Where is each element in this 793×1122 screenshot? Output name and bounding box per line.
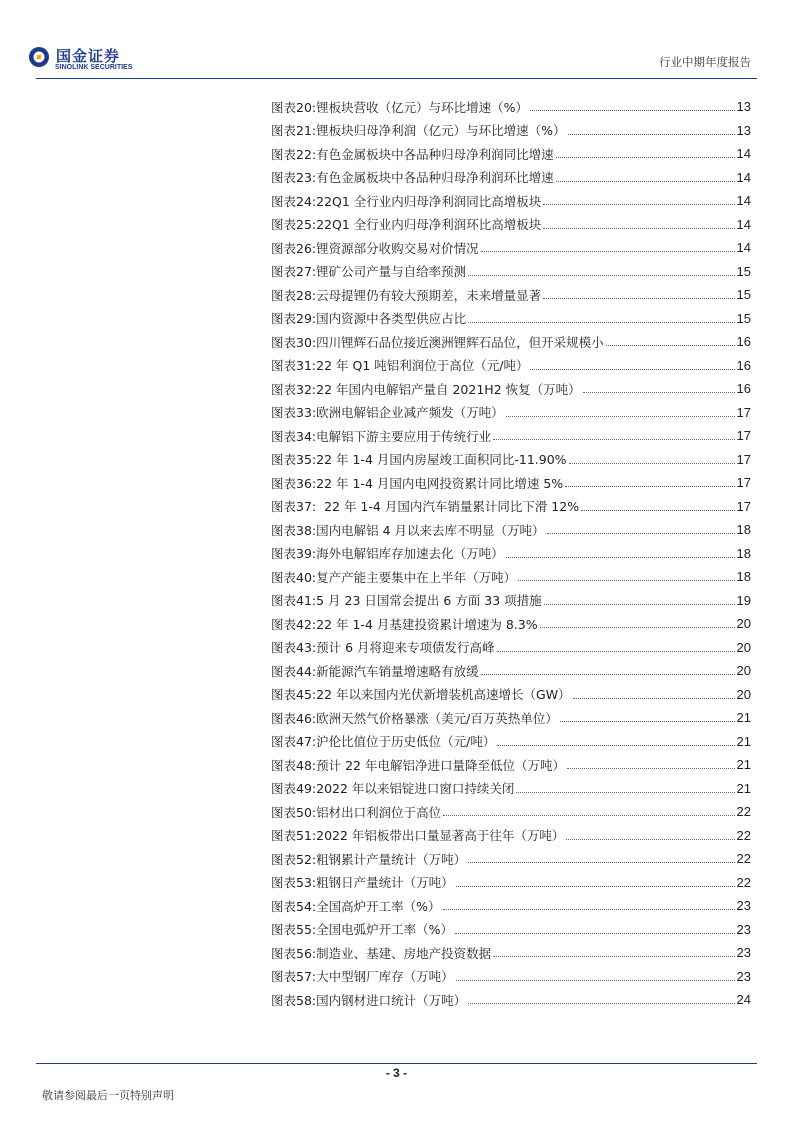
toc-entry-label: 图表50: bbox=[271, 804, 317, 820]
toc-entry[interactable] bbox=[271, 260, 751, 284]
toc-entry-leader bbox=[544, 604, 735, 605]
footer-divider bbox=[36, 1063, 757, 1064]
toc-entry-label: 图表33: bbox=[271, 405, 317, 421]
toc-entry-label: 图表36: bbox=[271, 475, 317, 491]
toc-entry[interactable] bbox=[271, 847, 751, 871]
toc-entry-title: 22Q1 全行业内归母净利润环比高增板块 bbox=[316, 217, 542, 233]
brand-mark-icon bbox=[28, 46, 50, 68]
toc-entry-page: 21 bbox=[736, 780, 751, 796]
toc-entry-title: 国内电解铝 4 月以来去库不明显（万吨） bbox=[316, 522, 545, 538]
toc-entry-label: 图表28: bbox=[271, 287, 317, 303]
toc-entry-leader bbox=[468, 275, 734, 276]
toc-entry-label: 图表49: bbox=[271, 781, 317, 797]
toc-entry-leader bbox=[547, 533, 735, 534]
toc-entry-title: 大中型钢厂库存（万吨） bbox=[316, 969, 454, 985]
toc-entry-title: 四川锂辉石品位接近澳洲锂辉石品位，但开采规模小 bbox=[316, 334, 604, 350]
page-header bbox=[0, 0, 793, 82]
toc-entry-page: 20 bbox=[736, 663, 751, 679]
toc-entry-title: 22Q1 全行业内归母净利润同比高增板块 bbox=[316, 193, 542, 209]
toc-entry-leader bbox=[497, 745, 734, 746]
toc-entry-title: 制造业、基建、房地产投资数据 bbox=[316, 945, 492, 961]
toc-entry-leader bbox=[481, 674, 735, 675]
toc-entry-label: 图表37: bbox=[271, 499, 317, 515]
toc-entry[interactable] bbox=[271, 636, 751, 660]
toc-entry-title: 海外电解铝库存加速去化（万吨） bbox=[316, 546, 504, 562]
toc-entry-page: 21 bbox=[736, 757, 751, 773]
toc-entry[interactable] bbox=[271, 683, 751, 707]
toc-entry[interactable] bbox=[271, 119, 751, 143]
toc-entry-title: 沪伦比值位于历史低位（元/吨） bbox=[316, 734, 496, 750]
toc-entry-label: 图表22: bbox=[271, 146, 317, 162]
toc-entry-page: 14 bbox=[736, 193, 751, 209]
toc-entry[interactable] bbox=[271, 988, 751, 1012]
toc-entry-title: 22 年国内电解铝产量自 2021H2 恢复（万吨） bbox=[316, 381, 581, 397]
toc-entry-label: 图表38: bbox=[271, 522, 317, 538]
toc-entry-label: 图表26: bbox=[271, 240, 317, 256]
toc-entry-leader bbox=[560, 721, 735, 722]
toc-entry-label: 图表57: bbox=[271, 969, 317, 985]
toc-entry-page: 17 bbox=[736, 404, 751, 420]
toc-entry-page: 22 bbox=[736, 804, 751, 820]
toc-entry[interactable] bbox=[271, 330, 751, 354]
toc-entry[interactable] bbox=[271, 706, 751, 730]
toc-entry-leader bbox=[518, 580, 734, 581]
toc-entry-page: 23 bbox=[736, 921, 751, 937]
toc-entry-page: 20 bbox=[736, 686, 751, 702]
toc-entry-page: 13 bbox=[736, 122, 751, 138]
toc-entry-label: 图表35: bbox=[271, 452, 317, 468]
toc-entry-leader bbox=[468, 1003, 734, 1004]
toc-entry-label: 图表39: bbox=[271, 546, 317, 562]
toc-entry-leader bbox=[456, 980, 735, 981]
toc-entry-leader bbox=[567, 768, 735, 769]
toc-entry-leader bbox=[556, 181, 735, 182]
toc-entry-label: 图表41: bbox=[271, 593, 317, 609]
toc-entry-title: 有色金属板块中各品种归母净利润环比增速 bbox=[316, 170, 554, 186]
toc-entry-page: 17 bbox=[736, 475, 751, 491]
toc-entry[interactable] bbox=[271, 565, 751, 589]
toc-entry-title: 欧洲电解铝企业减产频发（万吨） bbox=[316, 405, 504, 421]
toc-entry[interactable] bbox=[271, 283, 751, 307]
toc-entry-page: 24 bbox=[736, 992, 751, 1008]
toc-entry-page: 18 bbox=[736, 545, 751, 561]
toc-entry[interactable] bbox=[271, 354, 751, 378]
toc-entry-label: 图表58: bbox=[271, 992, 317, 1008]
toc-entry-leader bbox=[443, 815, 734, 816]
toc-entry-page: 18 bbox=[736, 522, 751, 538]
toc-entry-label: 图表29: bbox=[271, 311, 317, 327]
toc-entry[interactable] bbox=[271, 401, 751, 425]
toc-entry-title: 22 年 1-4 月国内电网投资累计同比增速 5% bbox=[316, 475, 564, 491]
toc-entry[interactable] bbox=[271, 589, 751, 613]
toc-entry-label: 图表43: bbox=[271, 640, 317, 656]
toc-entry-label: 图表56: bbox=[271, 945, 317, 961]
toc-entry[interactable] bbox=[271, 800, 751, 824]
toc-entry[interactable] bbox=[271, 142, 751, 166]
toc-entry-title: 锂板块归母净利润（亿元）与环比增速（%） bbox=[316, 123, 566, 139]
toc-entry-page: 20 bbox=[736, 639, 751, 655]
toc-entry[interactable] bbox=[271, 377, 751, 401]
toc-entry-title: 锂矿公司产量与自给率预测 bbox=[316, 264, 467, 280]
toc-entry[interactable] bbox=[271, 612, 751, 636]
toc-entry-title: 2022 年铝板带出口量显著高于往年（万吨） bbox=[316, 828, 565, 844]
toc-entry-leader bbox=[543, 204, 734, 205]
toc-entry-label: 图表24: bbox=[271, 193, 317, 209]
toc-entry-page: 21 bbox=[736, 710, 751, 726]
toc-entry-page: 23 bbox=[736, 945, 751, 961]
toc-entry-leader bbox=[606, 345, 735, 346]
toc-entry-leader bbox=[443, 909, 735, 910]
toc-entry-label: 图表47: bbox=[271, 734, 317, 750]
toc-entry-label: 图表21: bbox=[271, 123, 317, 139]
toc-entry[interactable] bbox=[271, 495, 751, 519]
toc-entry[interactable] bbox=[271, 824, 751, 848]
toc-entry-title: 电解铝下游主要应用于传统行业 bbox=[316, 428, 492, 444]
toc-entry-leader bbox=[516, 792, 734, 793]
disclaimer: 敬请参阅最后一页特别声明 bbox=[42, 1089, 174, 1102]
toc-entry-title: 22 年 1-4 月国内汽车销量累计同比下滑 12% bbox=[316, 499, 580, 515]
toc-entry[interactable] bbox=[271, 659, 751, 683]
toc-entry[interactable] bbox=[271, 777, 751, 801]
toc-entry-page: 17 bbox=[736, 498, 751, 514]
brand-logo bbox=[28, 46, 148, 74]
toc-entry-page: 19 bbox=[736, 592, 751, 608]
toc-entry-title: 国内资源中各类型供应占比 bbox=[316, 311, 467, 327]
toc-entry[interactable] bbox=[271, 542, 751, 566]
brand-name-cn: 国金证券 bbox=[56, 47, 121, 65]
toc-entry[interactable] bbox=[271, 753, 751, 777]
toc-entry-leader bbox=[583, 392, 735, 393]
toc-entry-page: 16 bbox=[736, 334, 751, 350]
toc-entry-label: 图表40: bbox=[271, 569, 317, 585]
toc-entry-page: 16 bbox=[736, 381, 751, 397]
toc-entry-page: 15 bbox=[736, 310, 751, 326]
toc-entry-leader bbox=[456, 886, 735, 887]
toc-entry-title: 新能源汽车销量增速略有放缓 bbox=[316, 663, 479, 679]
toc-entry-page: 23 bbox=[736, 898, 751, 914]
toc-entry-title: 铝材出口利润位于高位 bbox=[316, 804, 442, 820]
toc-entry[interactable] bbox=[271, 189, 751, 213]
toc-entry-label: 图表42: bbox=[271, 616, 317, 632]
toc-entry-title: 5 月 23 日国常会提出 6 方面 33 项措施 bbox=[316, 593, 542, 609]
toc-entry-page: 21 bbox=[736, 733, 751, 749]
toc-entry[interactable] bbox=[271, 448, 751, 472]
toc-entry[interactable] bbox=[271, 871, 751, 895]
toc-entry-leader bbox=[543, 228, 734, 229]
toc-entry-leader bbox=[566, 839, 734, 840]
toc-entry-page: 22 bbox=[736, 874, 751, 890]
toc-entry-label: 图表25: bbox=[271, 217, 317, 233]
toc-entry-title: 有色金属板块中各品种归母净利润同比增速 bbox=[316, 146, 554, 162]
toc-entry-page: 17 bbox=[736, 428, 751, 444]
toc-entry-title: 22 年 1-4 月基建投资累计增速为 8.3% bbox=[316, 616, 538, 632]
toc-entry-leader bbox=[506, 557, 735, 558]
toc-entry[interactable] bbox=[271, 424, 751, 448]
figure-list bbox=[271, 95, 751, 1012]
toc-entry-title: 粗钢累计产量统计（万吨） bbox=[316, 851, 467, 867]
toc-entry-title: 国内钢材进口统计（万吨） bbox=[316, 992, 467, 1008]
toc-entry-label: 图表54: bbox=[271, 898, 317, 914]
toc-entry[interactable] bbox=[271, 518, 751, 542]
toc-entry-leader bbox=[506, 416, 735, 417]
toc-entry-title: 22 年以来国内光伏新增装机高速增长（GW） bbox=[316, 687, 571, 703]
toc-entry-leader bbox=[530, 369, 734, 370]
toc-entry-page: 14 bbox=[736, 216, 751, 232]
toc-entry-label: 图表30: bbox=[271, 334, 317, 350]
toc-entry[interactable] bbox=[271, 471, 751, 495]
toc-entry-label: 图表20: bbox=[271, 99, 317, 115]
toc-entry-label: 图表45: bbox=[271, 687, 317, 703]
toc-entry-label: 图表27: bbox=[271, 264, 317, 280]
toc-entry-page: 13 bbox=[736, 99, 751, 115]
toc-entry-page: 18 bbox=[736, 569, 751, 585]
toc-entry-title: 2022 年以来铝锭进口窗口持续关闭 bbox=[316, 781, 515, 797]
toc-entry-label: 图表23: bbox=[271, 170, 317, 186]
toc-entry-title: 粗钢日产量统计（万吨） bbox=[316, 875, 454, 891]
toc-entry-page: 15 bbox=[736, 287, 751, 303]
toc-entry-leader bbox=[468, 322, 734, 323]
toc-entry-title: 云母提锂仍有较大预期差，未来增量显著 bbox=[316, 287, 542, 303]
toc-entry-leader bbox=[497, 651, 735, 652]
toc-entry-title: 22 年 1-4 月国内房屋竣工面积同比-11.90% bbox=[316, 452, 567, 468]
toc-entry-label: 图表44: bbox=[271, 663, 317, 679]
toc-entry-title: 欧洲天然气价格暴涨（美元/百万英热单位） bbox=[316, 710, 558, 726]
report-type: 行业中期年度报告 bbox=[659, 55, 751, 69]
toc-entry-title: 22 年 Q1 吨铝利润位于高位（元/吨） bbox=[316, 358, 529, 374]
toc-entry-label: 图表46: bbox=[271, 710, 317, 726]
toc-entry-leader bbox=[540, 627, 735, 628]
toc-entry-label: 图表51: bbox=[271, 828, 317, 844]
toc-entry[interactable] bbox=[271, 307, 751, 331]
toc-entry-page: 14 bbox=[736, 169, 751, 185]
toc-entry-page: 22 bbox=[736, 827, 751, 843]
toc-entry[interactable] bbox=[271, 95, 751, 119]
toc-entry-title: 全国电弧炉开工率（%） bbox=[316, 922, 454, 938]
toc-entry-leader bbox=[543, 298, 734, 299]
toc-entry-label: 图表55: bbox=[271, 922, 317, 938]
toc-entry-leader bbox=[568, 134, 735, 135]
toc-entry-title: 锂资源部分收购交易对价情况 bbox=[316, 240, 479, 256]
toc-entry-title: 锂板块营收（亿元）与环比增速（%） bbox=[316, 99, 529, 115]
toc-entry-leader bbox=[455, 933, 735, 934]
toc-entry[interactable] bbox=[271, 166, 751, 190]
toc-entry[interactable] bbox=[271, 918, 751, 942]
toc-entry[interactable] bbox=[271, 236, 751, 260]
toc-entry-label: 图表34: bbox=[271, 428, 317, 444]
toc-entry-label: 图表31: bbox=[271, 358, 317, 374]
toc-entry-page: 22 bbox=[736, 851, 751, 867]
toc-entry-leader bbox=[468, 862, 734, 863]
toc-entry-leader bbox=[481, 251, 735, 252]
toc-entry-label: 图表53: bbox=[271, 875, 317, 891]
toc-entry-page: 20 bbox=[736, 616, 751, 632]
toc-entry-label: 图表52: bbox=[271, 851, 317, 867]
toc-entry-page: 14 bbox=[736, 146, 751, 162]
toc-entry-label: 图表48: bbox=[271, 757, 317, 773]
brand-name-en: SINOLINK SECURITIES bbox=[55, 64, 133, 71]
toc-entry-leader bbox=[493, 956, 734, 957]
toc-entry-leader bbox=[569, 463, 735, 464]
toc-entry-page: 17 bbox=[736, 451, 751, 467]
toc-entry[interactable] bbox=[271, 941, 751, 965]
header-divider bbox=[36, 78, 757, 79]
toc-entry-page: 16 bbox=[736, 357, 751, 373]
toc-entry[interactable] bbox=[271, 213, 751, 237]
toc-entry-leader bbox=[530, 110, 735, 111]
toc-entry-title: 全国高炉开工率（%） bbox=[316, 898, 441, 914]
toc-entry-title: 预计 22 年电解铝净进口量降至低位（万吨） bbox=[316, 757, 565, 773]
toc-entry-leader bbox=[565, 486, 734, 487]
toc-entry-leader bbox=[573, 698, 735, 699]
toc-entry-leader bbox=[493, 439, 734, 440]
toc-entry-title: 复产产能主要集中在上半年（万吨） bbox=[316, 569, 517, 585]
toc-entry[interactable] bbox=[271, 730, 751, 754]
toc-entry-leader bbox=[581, 510, 734, 511]
toc-entry-leader bbox=[556, 157, 735, 158]
toc-entry-title: 预计 6 月将迎来专项债发行高峰 bbox=[316, 640, 495, 656]
toc-entry-label: 图表32: bbox=[271, 381, 317, 397]
toc-entry[interactable] bbox=[271, 894, 751, 918]
page-number: - 3 - bbox=[385, 1066, 408, 1080]
toc-entry-page: 14 bbox=[736, 240, 751, 256]
toc-entry[interactable] bbox=[271, 965, 751, 989]
toc-entry-page: 15 bbox=[736, 263, 751, 279]
toc-entry-page: 23 bbox=[736, 968, 751, 984]
